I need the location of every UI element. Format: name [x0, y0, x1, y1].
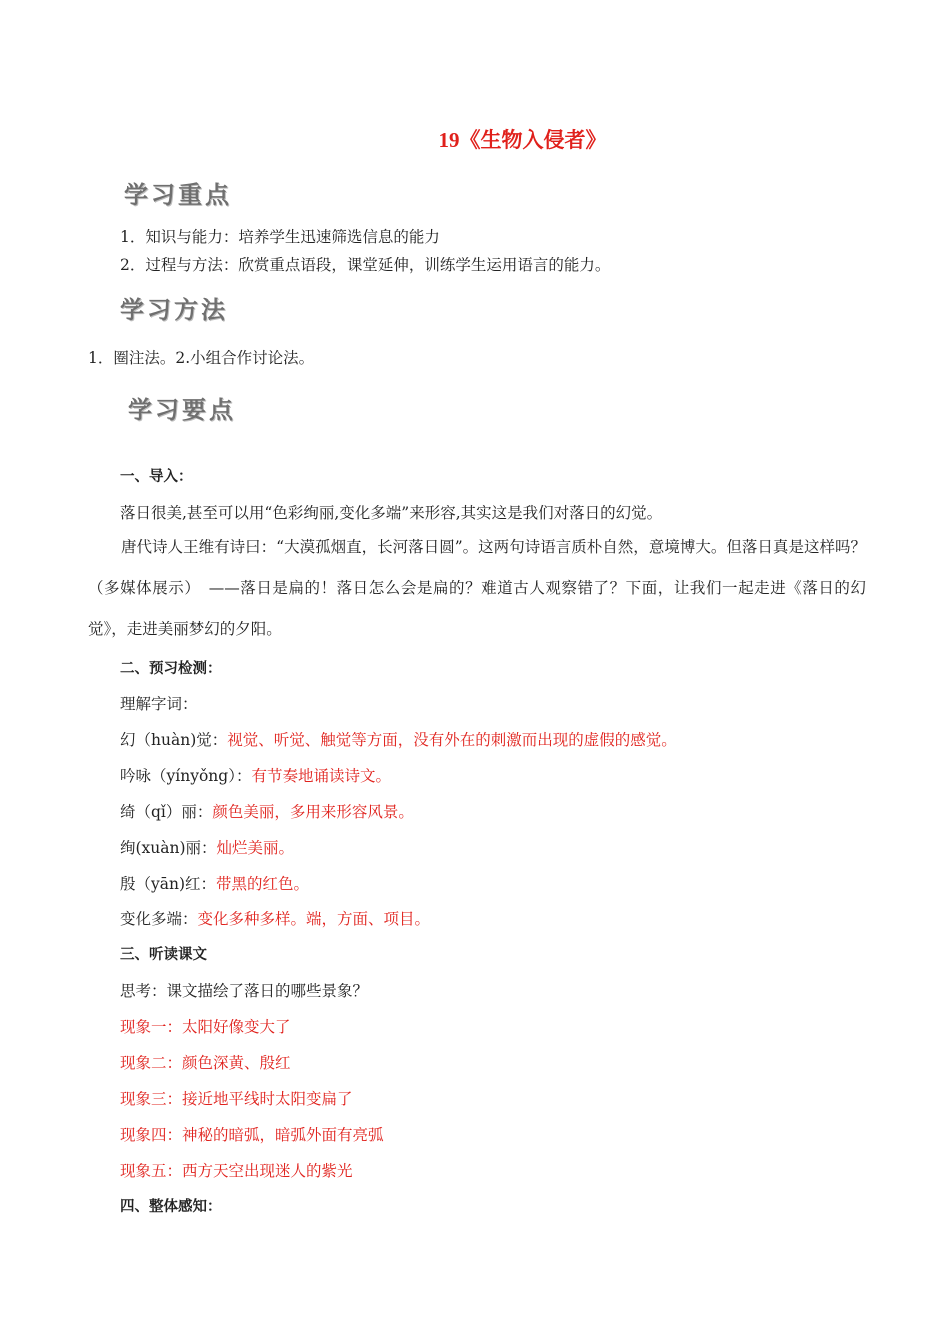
listen-heading: 三、听读课文: [120, 946, 207, 963]
overall-heading: 四、整体感知：: [120, 1198, 222, 1215]
word-item: [120, 800, 414, 822]
word-item: [120, 728, 677, 750]
word-definition: 灿烂美丽。: [216, 839, 295, 857]
focus-item-1: 1．知识与能力：培养学生迅速筛选信息的能力: [120, 228, 440, 246]
word-definition: 变化多种多样。端，方面、项目。: [197, 910, 431, 928]
word-item: [120, 764, 391, 786]
page-title: 19《生物入侵者》: [438, 128, 607, 152]
method-text: 1．圈注法。2.小组合作讨论法。: [88, 349, 315, 367]
intro-heading: 一、导入：: [120, 468, 193, 485]
word-definition: 颜色美丽，多用来形容风景。: [212, 803, 414, 821]
phenomenon-item: 现象二：颜色深黄、殷红: [120, 1054, 291, 1072]
word-term: 吟咏（yínyǒng）：: [120, 767, 252, 785]
word-definition: 有节奏地诵读诗文。: [251, 767, 391, 785]
phenomenon-item: 现象一：太阳好像变大了: [120, 1018, 291, 1036]
word-definition: 带黑的红色。: [216, 875, 310, 893]
preview-subheading: 理解字词：: [120, 695, 198, 713]
listen-question: 思考：课文描绘了落日的哪些景象？: [120, 982, 369, 1000]
phenomenon-item: 现象三：接近地平线时太阳变扁了: [120, 1090, 353, 1108]
section-heading-focus: 学习重点: [124, 180, 232, 209]
focus-item-2: 2．过程与方法：欣赏重点语段，课堂延伸，训练学生运用语言的能力。: [120, 256, 611, 274]
word-term: 幻（huàn)觉：: [120, 731, 228, 749]
word-definition: 视觉、听觉、触觉等方面，没有外在的刺激而出现的虚假的感觉。: [227, 731, 677, 749]
phenomenon-item: 现象四：神秘的暗弧，暗弧外面有亮弧: [120, 1126, 384, 1144]
preview-heading: 二、预习检测：: [120, 660, 222, 677]
intro-paragraph-1: 落日很美,甚至可以用“色彩绚丽,变化多端”来形容,其实这是我们对落日的幻觉。: [120, 504, 663, 522]
word-term: 绮（qǐ）丽：: [120, 803, 213, 821]
word-term: 殷（yān)红：: [120, 875, 217, 893]
section-heading-method: 学习方法: [120, 295, 228, 324]
intro-paragraph-2: 唐代诗人王维有诗曰：“大漠孤烟直，长河落日圆”。这两句诗语言质朴自然，意境博大。但落日真是这样吗？（多媒体展示） ——落日是扁的！落日怎么会是扁的？难道古人观察错了？下面，让我们一起走进《落日的幻觉》，走进美丽梦幻的夕阳。: [88, 538, 866, 638]
word-item: [120, 872, 309, 894]
word-term: 绚(xuàn)丽：: [120, 839, 217, 857]
word-item: [120, 836, 294, 858]
word-item: [120, 907, 430, 929]
word-term: 变化多端：: [120, 910, 198, 928]
phenomenon-item: 现象五：西方天空出现迷人的紫光: [120, 1162, 353, 1180]
section-heading-points: 学习要点: [128, 395, 236, 424]
